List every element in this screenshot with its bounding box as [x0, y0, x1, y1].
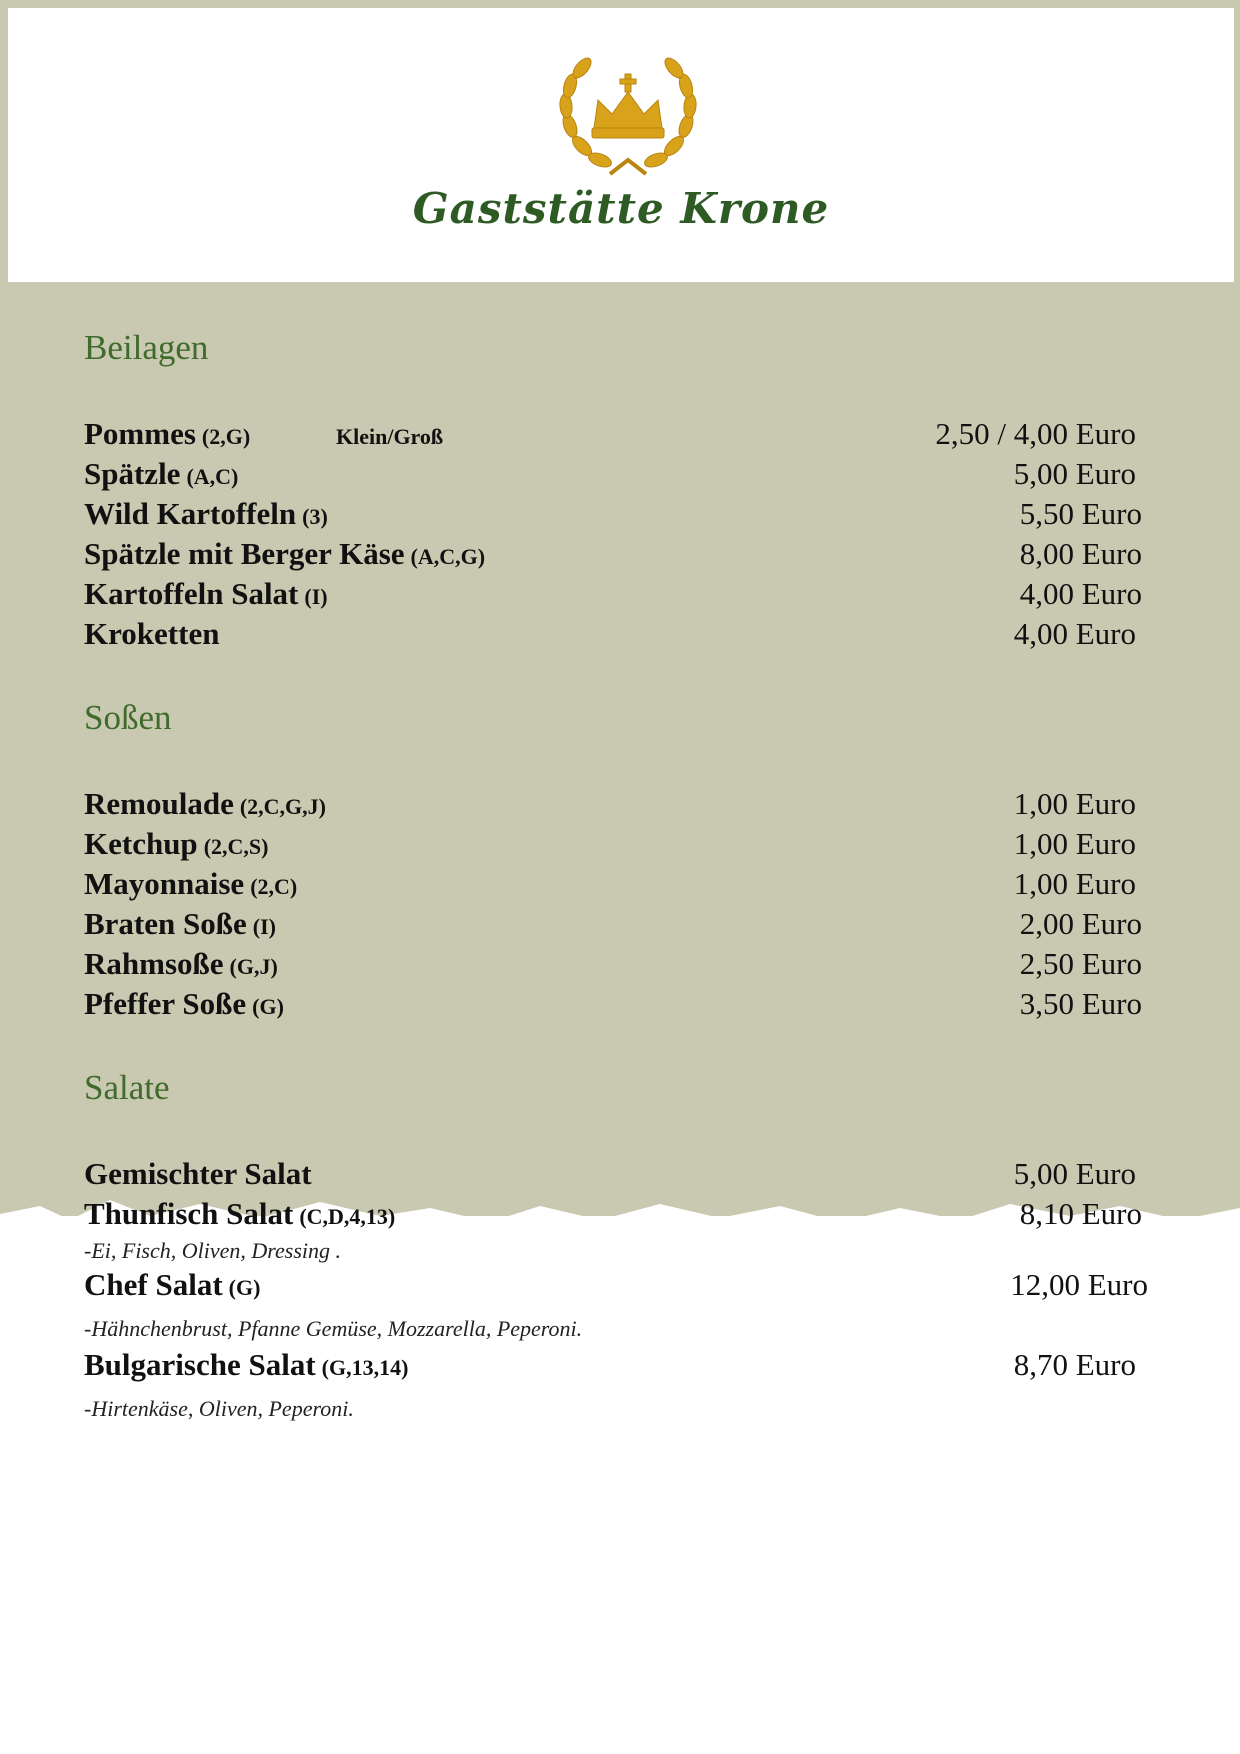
- item-description: -Ei, Fisch, Oliven, Dressing .: [84, 1238, 342, 1263]
- item-price: 3,50 Euro: [1019, 986, 1142, 1021]
- item-name: Mayonnaise: [84, 866, 245, 901]
- menu-item: [84, 496, 1154, 536]
- item-name: Spätzle mit Berger Käse: [84, 536, 405, 571]
- item-price: 5,50 Euro: [1019, 496, 1142, 531]
- item-name: Kroketten: [84, 616, 220, 651]
- menu-item: [84, 616, 1154, 656]
- item-name: Remoulade: [84, 786, 234, 821]
- item-name: Spätzle: [84, 456, 181, 491]
- item-price: 5,00 Euro: [1013, 456, 1136, 491]
- item-allergens: (2,C,S): [203, 834, 269, 859]
- item-allergens: (2,G): [201, 424, 251, 449]
- item-allergens: (A,C): [186, 464, 239, 489]
- item-allergens: (A,C,G): [410, 544, 486, 569]
- item-name: Kartoffeln Salat: [84, 576, 299, 611]
- item-name: Pommes: [84, 416, 196, 451]
- item-price: 4,00 Euro: [1019, 576, 1142, 611]
- item-allergens: (I): [252, 914, 276, 939]
- item-price: 8,70 Euro: [1013, 1347, 1136, 1382]
- item-name: Pfeffer Soße: [84, 986, 247, 1021]
- item-name: Braten Soße: [84, 906, 247, 941]
- item-name: Thunfisch Salat: [84, 1196, 294, 1231]
- item-price: 12,00 Euro: [1010, 1267, 1148, 1302]
- item-name: Ketchup: [84, 826, 198, 861]
- menu-item: [84, 1196, 1154, 1236]
- menu-item: [84, 786, 1154, 826]
- item-description: -Hähnchenbrust, Pfanne Gemüse, Mozzarella, Peperoni.: [84, 1316, 583, 1341]
- menu-item: [84, 986, 1154, 1026]
- item-price: 4,00 Euro: [1013, 616, 1136, 651]
- section-title-beilagen: Beilagen: [84, 328, 209, 367]
- item-price: 8,10 Euro: [1019, 1196, 1142, 1231]
- item-description: -Hirtenkäse, Oliven, Peperoni.: [84, 1396, 354, 1421]
- item-price: 2,50 Euro: [1019, 946, 1142, 981]
- restaurant-name: Gaststätte Krone: [412, 184, 830, 233]
- item-allergens: (G): [228, 1275, 261, 1300]
- item-price: 5,00 Euro: [1013, 1156, 1136, 1191]
- item-name: Wild Kartoffeln: [84, 496, 297, 531]
- menu-item: [84, 826, 1154, 866]
- item-name: Rahmsoße: [84, 946, 224, 981]
- item-allergens: (3): [302, 504, 328, 529]
- menu-item: [84, 906, 1154, 946]
- item-allergens: (G,J): [229, 954, 278, 979]
- item-allergens: (G): [252, 994, 284, 1019]
- menu-item: [84, 1347, 1154, 1387]
- item-allergens: (C,D,4,13): [299, 1204, 396, 1229]
- menu-item: [84, 536, 1154, 576]
- item-name: Bulgarische Salat: [84, 1347, 316, 1382]
- item-allergens: (2,C,G,J): [239, 794, 326, 819]
- menu-item: [84, 1267, 1154, 1307]
- menu-item: [84, 866, 1154, 906]
- item-price: 1,00 Euro: [1013, 866, 1136, 901]
- item-price: 8,00 Euro: [1019, 536, 1142, 571]
- section-title-salate: Salate: [84, 1068, 170, 1107]
- menu-item: [84, 456, 1154, 496]
- item-price: 2,50 / 4,00 Euro: [935, 416, 1136, 451]
- item-allergens: (2,C): [250, 874, 298, 899]
- item-allergens: (G,13,14): [321, 1355, 409, 1380]
- menu-item: [84, 1156, 1154, 1196]
- item-price: 2,00 Euro: [1019, 906, 1142, 941]
- menu-item: [84, 576, 1154, 616]
- item-price: 1,00 Euro: [1013, 786, 1136, 821]
- item-name: Chef Salat: [84, 1267, 223, 1302]
- item-allergens: (I): [304, 584, 328, 609]
- item-size: Klein/Groß: [336, 424, 444, 449]
- item-name: Gemischter Salat: [84, 1156, 312, 1191]
- item-price: 1,00 Euro: [1013, 826, 1136, 861]
- menu-item: [84, 946, 1154, 986]
- menu-item: [84, 416, 1154, 456]
- section-title-sossen: Soßen: [84, 698, 172, 737]
